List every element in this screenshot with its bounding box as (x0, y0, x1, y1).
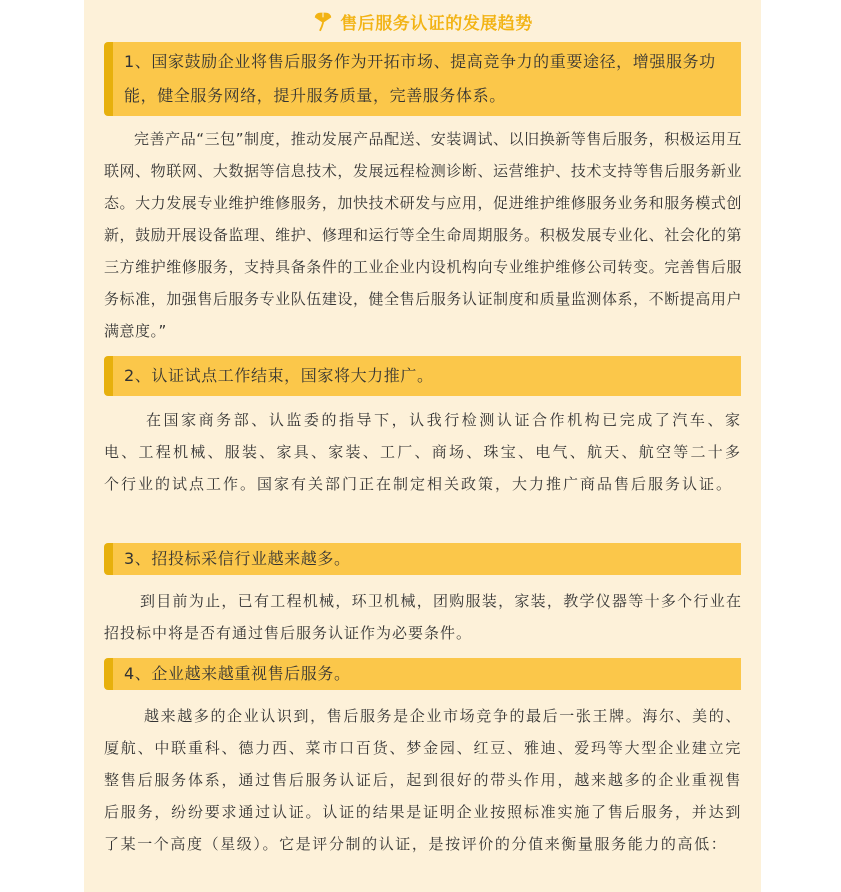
section-body-2: 在国家商务部、认监委的指导下，认我行检测认证合作机构已完成了汽车、家电、工程机械、服装、家具、家装、工厂、商场、珠宝、电气、航天、航空等二十多个行业的试点工作。国家有关部门正在制定相关政策，大力推广商品售后服务认证。 (104, 411, 742, 493)
title-row (84, 6, 761, 36)
section-body-4: 越来越多的企业认识到，售后服务是企业市场竞争的最后一张王牌。海尔、美的、厦航、中联重科、德力西、菜市口百货、梦金园、红豆、雅迪、爱玛等大型企业建立完整售后服务体系，通过售后服务认证后，起到很好的带头作用，越来越多的企业重视售后服务，纷纷要求通过认证。认证的结果是证明企业按照标准实施了售后服务，并达到了某一个高度（星级）。它是评分制的认证，是按评价的分值来衡量服务能力的高低： (104, 707, 742, 853)
section-body-1: 完善产品“三包”制度，推动发展产品配送、安装调试、以旧换新等售后服务，积极运用互联网、物联网、大数据等信息技术，发展远程检测诊断、运营维护、技术支持等售后服务新业态。大力发展专业维护维修服务，加快技术研发与应用，促进维护维修服务业务和服务模式创新，鼓励开展设备监理、维护、修理和运行等全生命周期服务。积极发展专业化、社会化的第三方维护维修服务，支持具备条件的工业企业内设机构向专业维护维修公司转变。完善售后服务标准，加强售后服务专业队伍建设，健全售后服务认证制度和质量监测体系，不断提高用户满意度。” (104, 130, 742, 340)
section-heading-1: 1、国家鼓励企业将售后服务作为开拓市场、提高竞争力的重要途径，增强服务功能，健全服务网络，提升服务质量，完善服务体系。 (104, 42, 741, 116)
page-title: 售后服务认证的发展趋势 (340, 13, 533, 34)
ginkgo-leaf-icon (312, 10, 334, 32)
section-heading-2: 2、认证试点工作结束，国家将大力推广。 (104, 356, 741, 396)
section-heading-4: 4、企业越来越重视售后服务。 (104, 658, 741, 690)
section-heading-3: 3、招投标采信行业越来越多。 (104, 543, 741, 575)
section-body-3: 到目前为止，已有工程机械，环卫机械，团购服装，家装，教学仪器等十多个行业在招投标中将是否有通过售后服务认证作为必要条件。 (104, 592, 742, 642)
